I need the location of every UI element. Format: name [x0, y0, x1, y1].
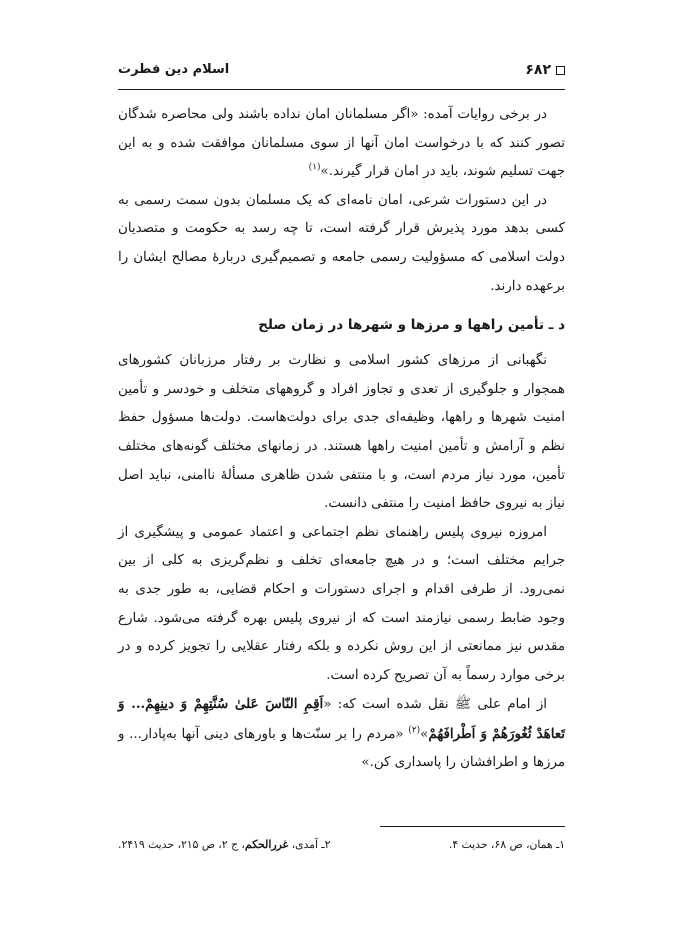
header-divider — [118, 89, 565, 90]
paragraph: نگهبانی از مرزهای کشور اسلامی و نظارت بر رفتار مرزبانان کشورهای همجوار و جلوگیری از تعدی و تجاوز افراد و گروههای متخلف و خودسر و تأمین امنیت شهرها و راهها، وظیفه‌ای جدی برای دولت‌هاست. دولت‌ها مسؤول حفظ نظم و آرامش و تأمین امنیت راهها هستند. در زمانهای مختلف گونه‌های مختلف تأمین، مورد نیاز مردم است، و با منتفی شدن ظاهری مسألهٔ ناامنی، نباید اصل نیاز به نیروی حافظ امنیت را منتفی دانست. — [118, 353, 565, 512]
paragraph: در این دستورات شرعی، امان نامه‌ای که یک مسلمان بدون سمت رسمی به کسی بدهد مورد پذیرش قرار گرفته است، تا چه رسد به حکومت و متصدیان دولت اسلامی که مسؤولیت رسمی جامعه و تصمیم‌گیری دربارهٔ مصالح ایشان را برعهده دارند. — [118, 192, 565, 294]
section-heading: د ـ تأمین راهها و مرزها و شهرها در زمان صلح — [258, 317, 565, 334]
paragraph: در برخی روایات آمده: «اگر مسلمانان امان نداده باشند ولی محاصره شدگان تصور کنند که با درخواست امان آنها از سوی مسلمانان موافقت شده و به این جهت تسلیم شوند، باید در امان قرار گیرند.»$^{(۱)}$ — [118, 107, 565, 180]
square-bullet-icon — [556, 66, 565, 75]
footnote-divider — [380, 826, 565, 827]
footnotes — [118, 838, 565, 851]
paragraph: امروزه نیروی پلیس راهنمای نظم اجتماعی و اعتماد عمومی و پیشگیری از جرایم مختلف است؛ و در هیچ جامعه‌ای تخلف و نظم‌گریزی به کلی از بین نمی‌رود. از طرفی اقدام و اجرای دستورات و احکام قضایی، به طور جدی به وجود ضابط رسمی نیازمند است که از نیروی پلیس بهره گرفته می‌شود. شارع مقدس نیز ممانعتی از این روش نکرده و بلکه رفتار عقلایی را تجویز کرده و در برخی موارد رسماً به آن تصریح کرده است. — [118, 524, 565, 683]
footnote-2: ۲ـ آمدی، غررالحکم، ج ۲، ص ۲۱۵، حدیث ۲۴۱۹. — [118, 838, 331, 851]
footnote-reference: (۲) — [408, 725, 421, 736]
page-number-block — [525, 62, 565, 78]
running-title: اسلام دین فطرت — [118, 62, 230, 77]
footnote-1: ۱ـ همان، ص ۶۸، حدیث ۴. — [448, 838, 565, 851]
quote-paragraph: از امام علی ﷺ نقل شده است که: «اَقِمِ النّاسَ عَلیٰ سُنَّتِهِمْ وَ دینِهِمْ... وَ تَعاهَدْ ثُغُورَهُمْ وَ اَطْرافَهُمْ»$^{(۲)}$ «مردم را بر سنّت‌ها و باورهای دینی آنها به‌پادار... و مرزها و اطرافشان را پاسداری کن.» — [118, 696, 566, 771]
page-header — [118, 62, 565, 84]
quote-translation: «مردم را بر سنّت‌ها و باورهای دینی آنها به‌پادار... و مرزها و اطرافشان را پاسداری کن.» — [118, 726, 565, 771]
main-text — [118, 101, 565, 778]
footnote-reference: (۱) — [308, 162, 321, 173]
arabic-quote: اَقِمِ النّاسَ عَلیٰ سُنَّتِهِمْ وَ دینِهِمْ... وَ تَعاهَدْ ثُغُورَهُمْ وَ اَطْرافَهُمْ — [118, 696, 566, 742]
page-number: ۶۸۲ — [525, 62, 551, 78]
cited-book-title: غررالحکم — [244, 838, 289, 851]
